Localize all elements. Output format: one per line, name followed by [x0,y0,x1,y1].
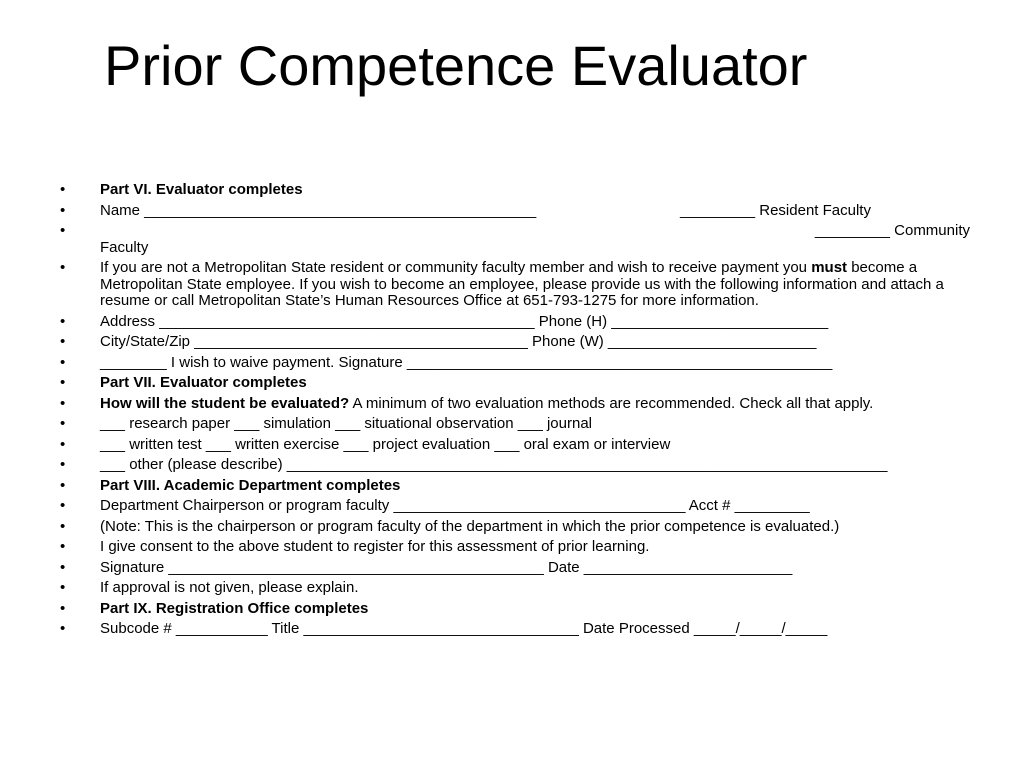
list-item [60,203,970,220]
address-field: Address _____________________________________________ Phone (H) __________________________ [100,312,829,330]
bullet: • [60,394,66,412]
chairperson-field: Department Chairperson or program faculty ___________________________________ Acct # _________ [100,497,810,514]
approval-explanation: If approval is not given, please explain. [100,579,359,596]
bullet: • [60,181,66,198]
employee-note-emphasis: must [811,259,848,276]
bullet: • [60,456,66,473]
list-item [60,437,970,454]
list-item [60,355,970,372]
chairperson-note: (Note: This is the chairperson or program faculty of the department in which the prior competence is evaluated.) [100,517,840,535]
section-heading: Part IX. Registration Office completes [100,599,369,617]
bullet: • [60,538,66,555]
bullet: • [60,599,66,617]
section-heading: Part VI. Evaluator completes [100,181,303,198]
community-faculty-field: _________ Community [814,222,970,239]
list-item [60,334,970,351]
bullet: • [60,476,66,494]
list-item [60,580,970,597]
bullet: • [60,333,66,350]
list-item [60,223,970,256]
list-item [60,314,970,331]
bullet: • [60,497,66,514]
list-item [60,560,970,577]
bullet: • [60,374,66,391]
other-method-field: ___ other (please describe) ________________________________________________________________________ [100,456,888,473]
name-field: Name _______________________________________________ [100,201,537,219]
evaluation-methods-row-1: ___ research paper ___ simulation ___ situational observation ___ journal [100,415,592,432]
employee-note: If you are not a Metropolitan State resident or community faculty member and wish to receive payment you [100,259,812,276]
bullet: • [60,312,66,330]
page-title: Prior Competence Evaluator [104,34,808,97]
bullet: • [60,558,66,576]
section-heading: Part VIII. Academic Department completes [100,476,401,494]
bullet: • [60,353,66,371]
evaluation-methods-row-2: ___ written test ___ written exercise ___ project evaluation ___ oral exam or interview [100,435,671,453]
list-item [60,601,970,618]
list-item [60,519,970,536]
list-item [60,498,970,515]
list-item [60,260,970,310]
list-item [60,621,970,638]
waive-payment-field: ________ I wish to waive payment. Signature ___________________________________________________ [100,353,833,371]
resident-faculty-field: _________ Resident Faculty [680,201,871,219]
bullet: • [60,579,66,596]
list-item [60,416,970,433]
employee-note-rest: become a Metropolitan State employee. If you wish to become an employee, please provide us with the following information and attach a resume or call Metropolitan State’s Human Resources Office at 651-793-1275 for more information. [100,259,944,309]
form-item-list [60,182,970,642]
list-item [60,539,970,556]
bullet: • [60,517,66,535]
evaluation-instructions: A minimum of two evaluation methods are recommended. Check all that apply. [349,394,874,412]
list-item [60,182,970,199]
list-item [60,396,970,413]
bullet: • [60,435,66,453]
list-item [60,478,970,495]
signature-date-field: Signature _____________________________________________ Date _________________________ [100,558,793,576]
list-item [60,457,970,474]
community-faculty-label: Faculty [100,238,149,256]
section-heading: Part VII. Evaluator completes [100,374,307,391]
bullet: • [60,620,66,637]
bullet: • [60,201,66,219]
subcode-field: Subcode # ___________ Title _________________________________ Date Processed _____/_____/_____ [100,620,828,637]
bullet: • [60,259,66,276]
city-state-zip-field: City/State/Zip ________________________________________ Phone (W) _________________________ [100,333,817,350]
list-item [60,375,970,392]
bullet: • [60,415,66,432]
bullet: • [60,222,66,239]
evaluation-question: How will the student be evaluated? [100,394,350,412]
consent-statement: I give consent to the above student to register for this assessment of prior learning. [100,538,650,555]
